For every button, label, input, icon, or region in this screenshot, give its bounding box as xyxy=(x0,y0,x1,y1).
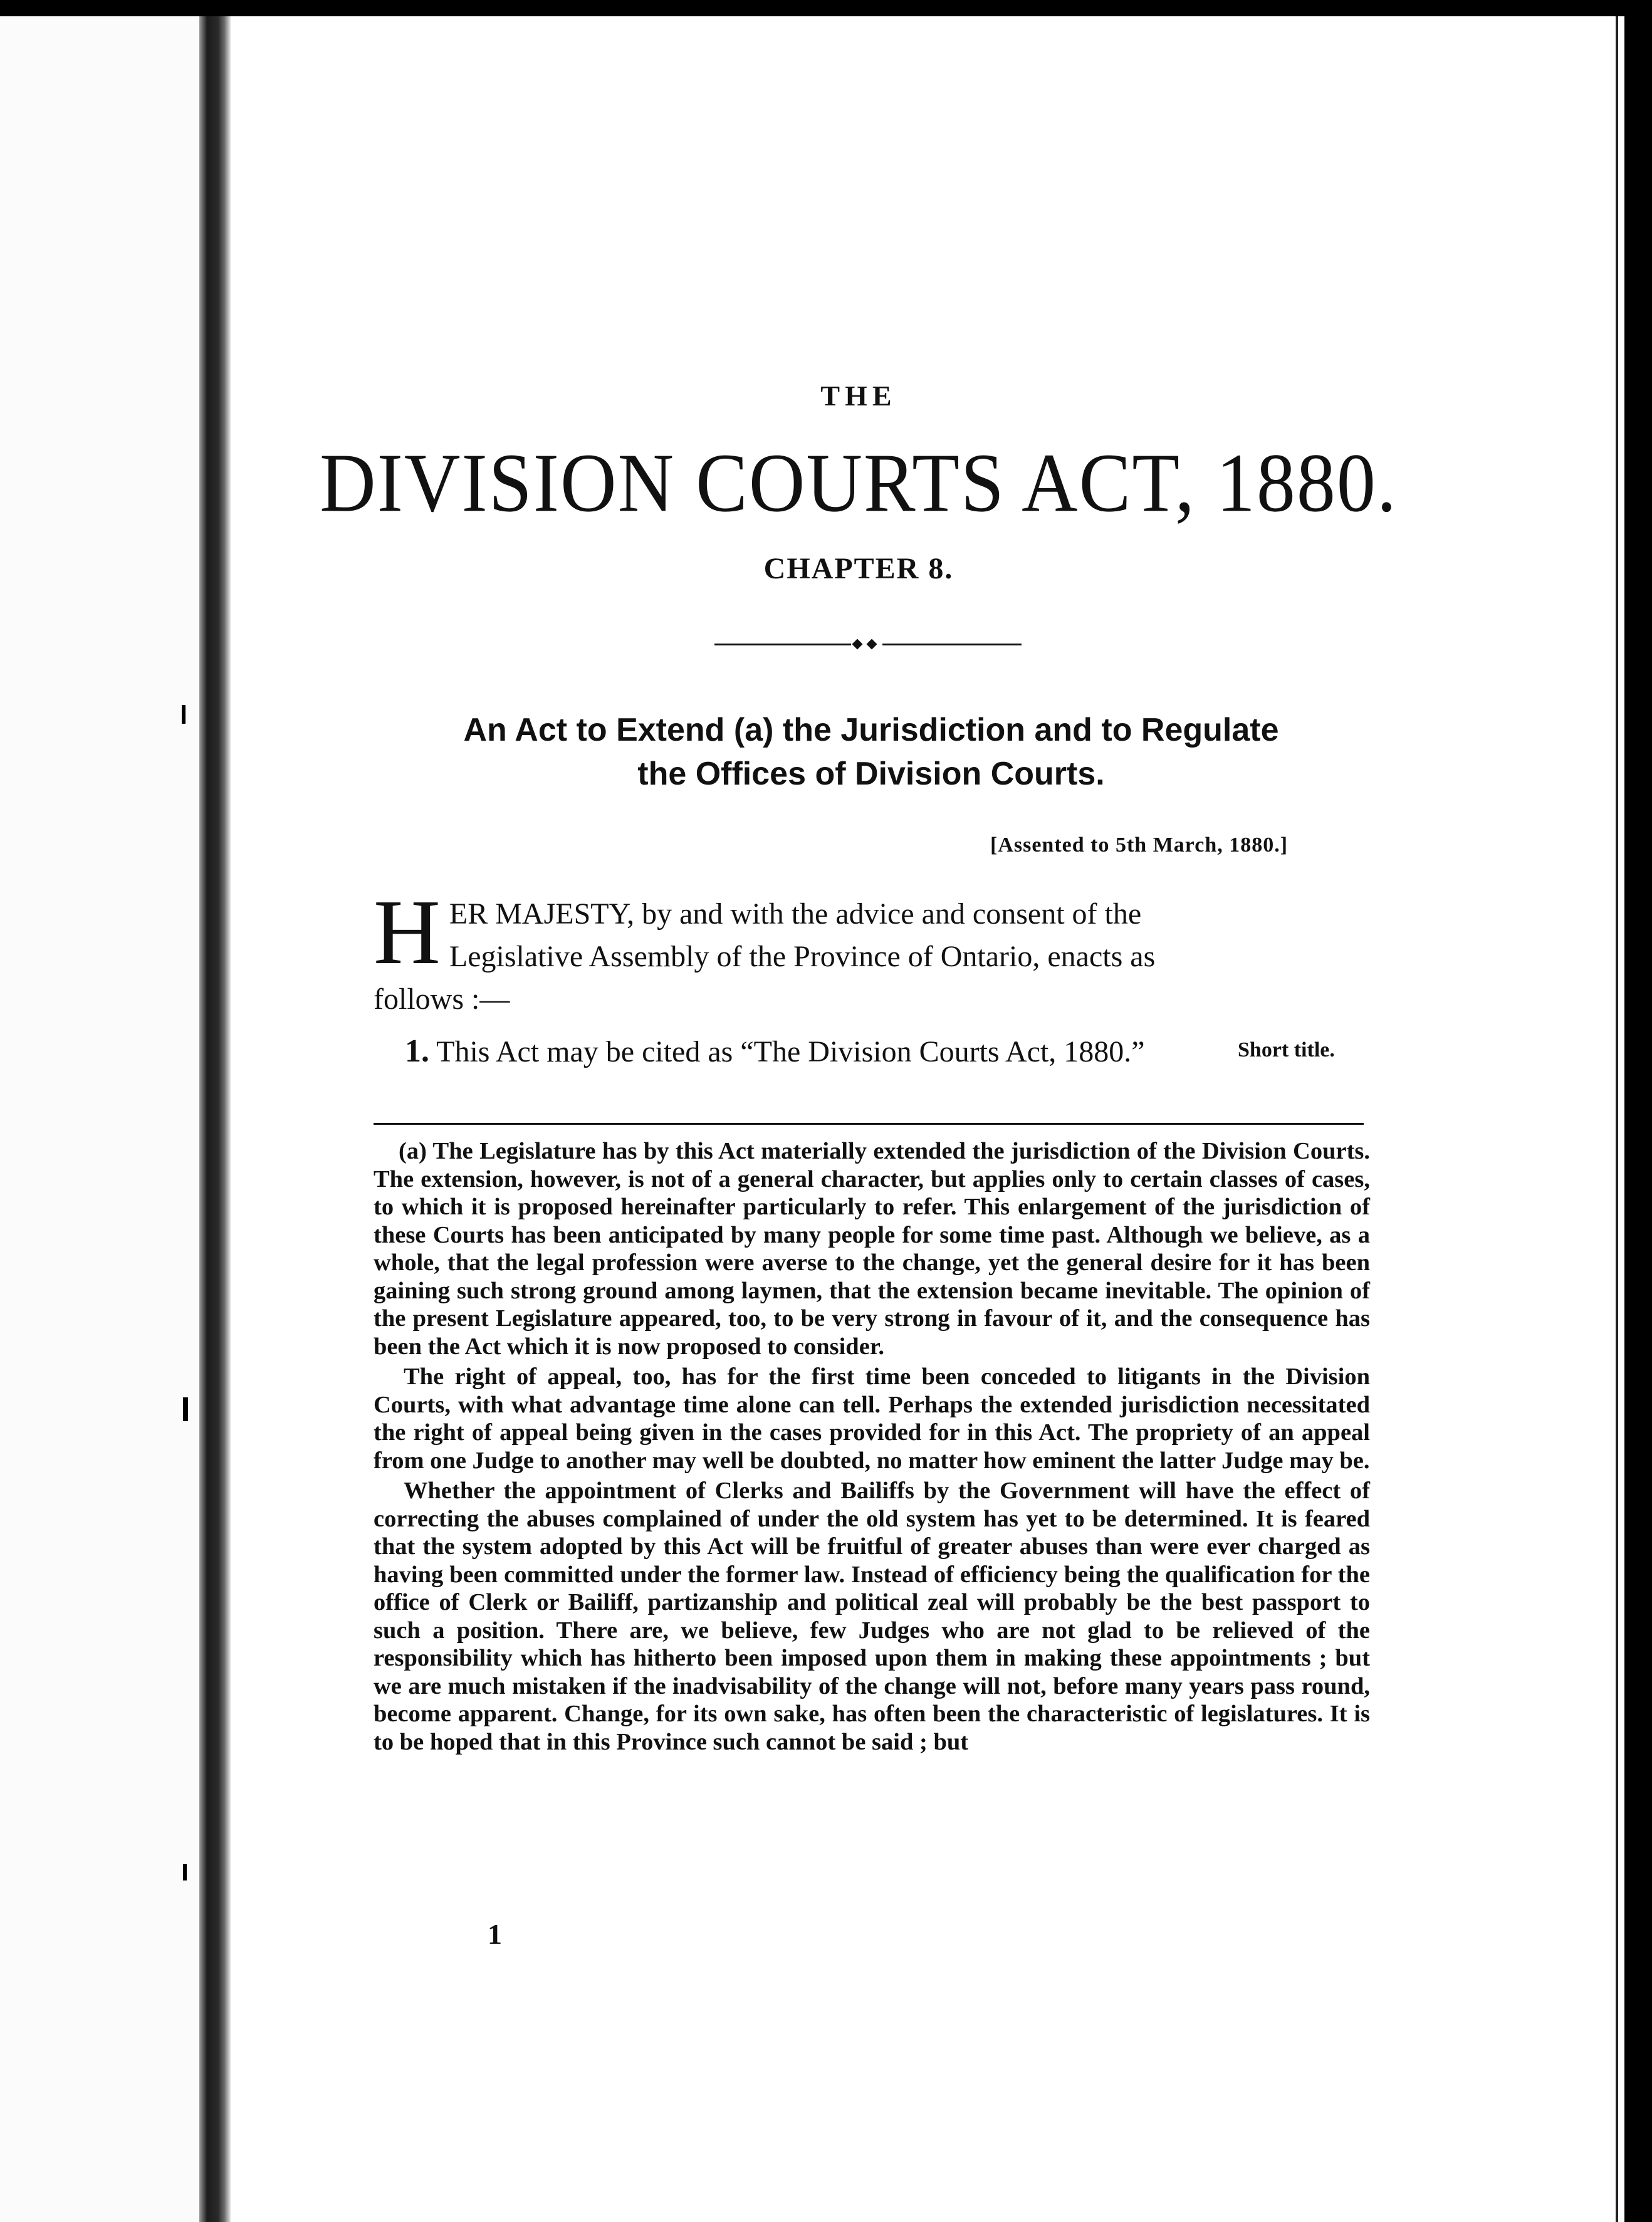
footnote-paragraph: The right of appeal, too, has for the first time been conceded to litigants in the Division Courts, with what advantage time alone can tell. Perhaps the extended jurisdiction necessitated the right of appeal being given in the cases provided for in this Act. The propriety of an appeal from one Judge to another may well be doubted, no matter how eminent the latter Judge may be. xyxy=(374,1364,1370,1474)
enacting-text: ER MAJESTY, by and with the advice and consent of the Legislative Assembly of the Province of Ontario, enacts as follows :— xyxy=(374,897,1156,1016)
enacting-clause xyxy=(374,881,1232,1021)
chapter-label: CHAPTER 8. xyxy=(763,552,954,585)
section-number: 1. xyxy=(405,1033,429,1069)
margin-note: Short title. xyxy=(1238,1038,1335,1061)
footnote-block xyxy=(374,1137,1370,1758)
page-number: 1 xyxy=(488,1918,502,1950)
page-title: DIVISION COURTS ACT, 1880. xyxy=(320,436,1398,529)
act-title-line-2: the Offices of Division Courts. xyxy=(637,756,1105,792)
scan-border-right xyxy=(1624,0,1652,2222)
section-1 xyxy=(374,1031,1245,1073)
drop-cap: H xyxy=(374,881,441,984)
ornamental-divider xyxy=(714,639,1022,649)
footnote-paragraph: Whether the appointment of Clerks and Bailiffs by the Government will have the effect of correcting the abuses complained of under the old system has yet to be determined. It is feared that the system adopted by this Act will be fruitful of greater abuses than were ever charged as having been committed under the former law. Instead of efficiency being the qualification for the office of Clerk or Bailiff, partizanship and political zeal will probably be the best passport to such a position. There are, we believe, few Judges who are not glad to be relieved of the responsibility which has hitherto been imposed upon them in making these appointments ; but we are much mistaken if the inadvisability of the change will not, before many years pass round, become apparent. Change, for its own sake, has often been the characteristic of legislatures. It is to be hoped that in this Province such cannot be said ; but xyxy=(374,1478,1370,1755)
book-gutter xyxy=(199,16,231,2222)
footnote-paragraph: (a) The Legislature has by this Act materially extended the jurisdiction of the Division Courts. The extension, however, is not of a general character, but applies only to certain classes of cases, to which it is proposed hereinafter particularly to refer. This enlargement of the jurisdiction of these Courts has been anticipated by many people for some time past. Although we believe, as a whole, that the legal profession were averse to the change, yet the general desire for it has been gaining such strong ground among laymen, that the extension became inevitable. The opinion of the present Legislature appeared, too, to be very strong in favour of it, and the consequence has been the Act which it is now proposed to consider. xyxy=(374,1138,1370,1360)
scan-speck xyxy=(183,1397,188,1421)
section-text: This Act may be cited as “The Division Courts Act, 1880.” xyxy=(436,1035,1145,1068)
act-title-line-1: An Act to Extend (a) the Jurisdiction and to Regulate xyxy=(463,712,1279,748)
scan-speck xyxy=(182,705,186,724)
scan-border-top xyxy=(0,0,1652,16)
scan-speck xyxy=(183,1864,187,1880)
assent-date: [Assented to 5th March, 1880.] xyxy=(990,833,1289,857)
act-title xyxy=(351,708,1391,796)
heading-the: THE xyxy=(820,380,897,412)
page-edge-line xyxy=(1616,16,1618,2222)
facing-blank-page xyxy=(0,16,199,2222)
footnote-rule xyxy=(374,1123,1364,1125)
